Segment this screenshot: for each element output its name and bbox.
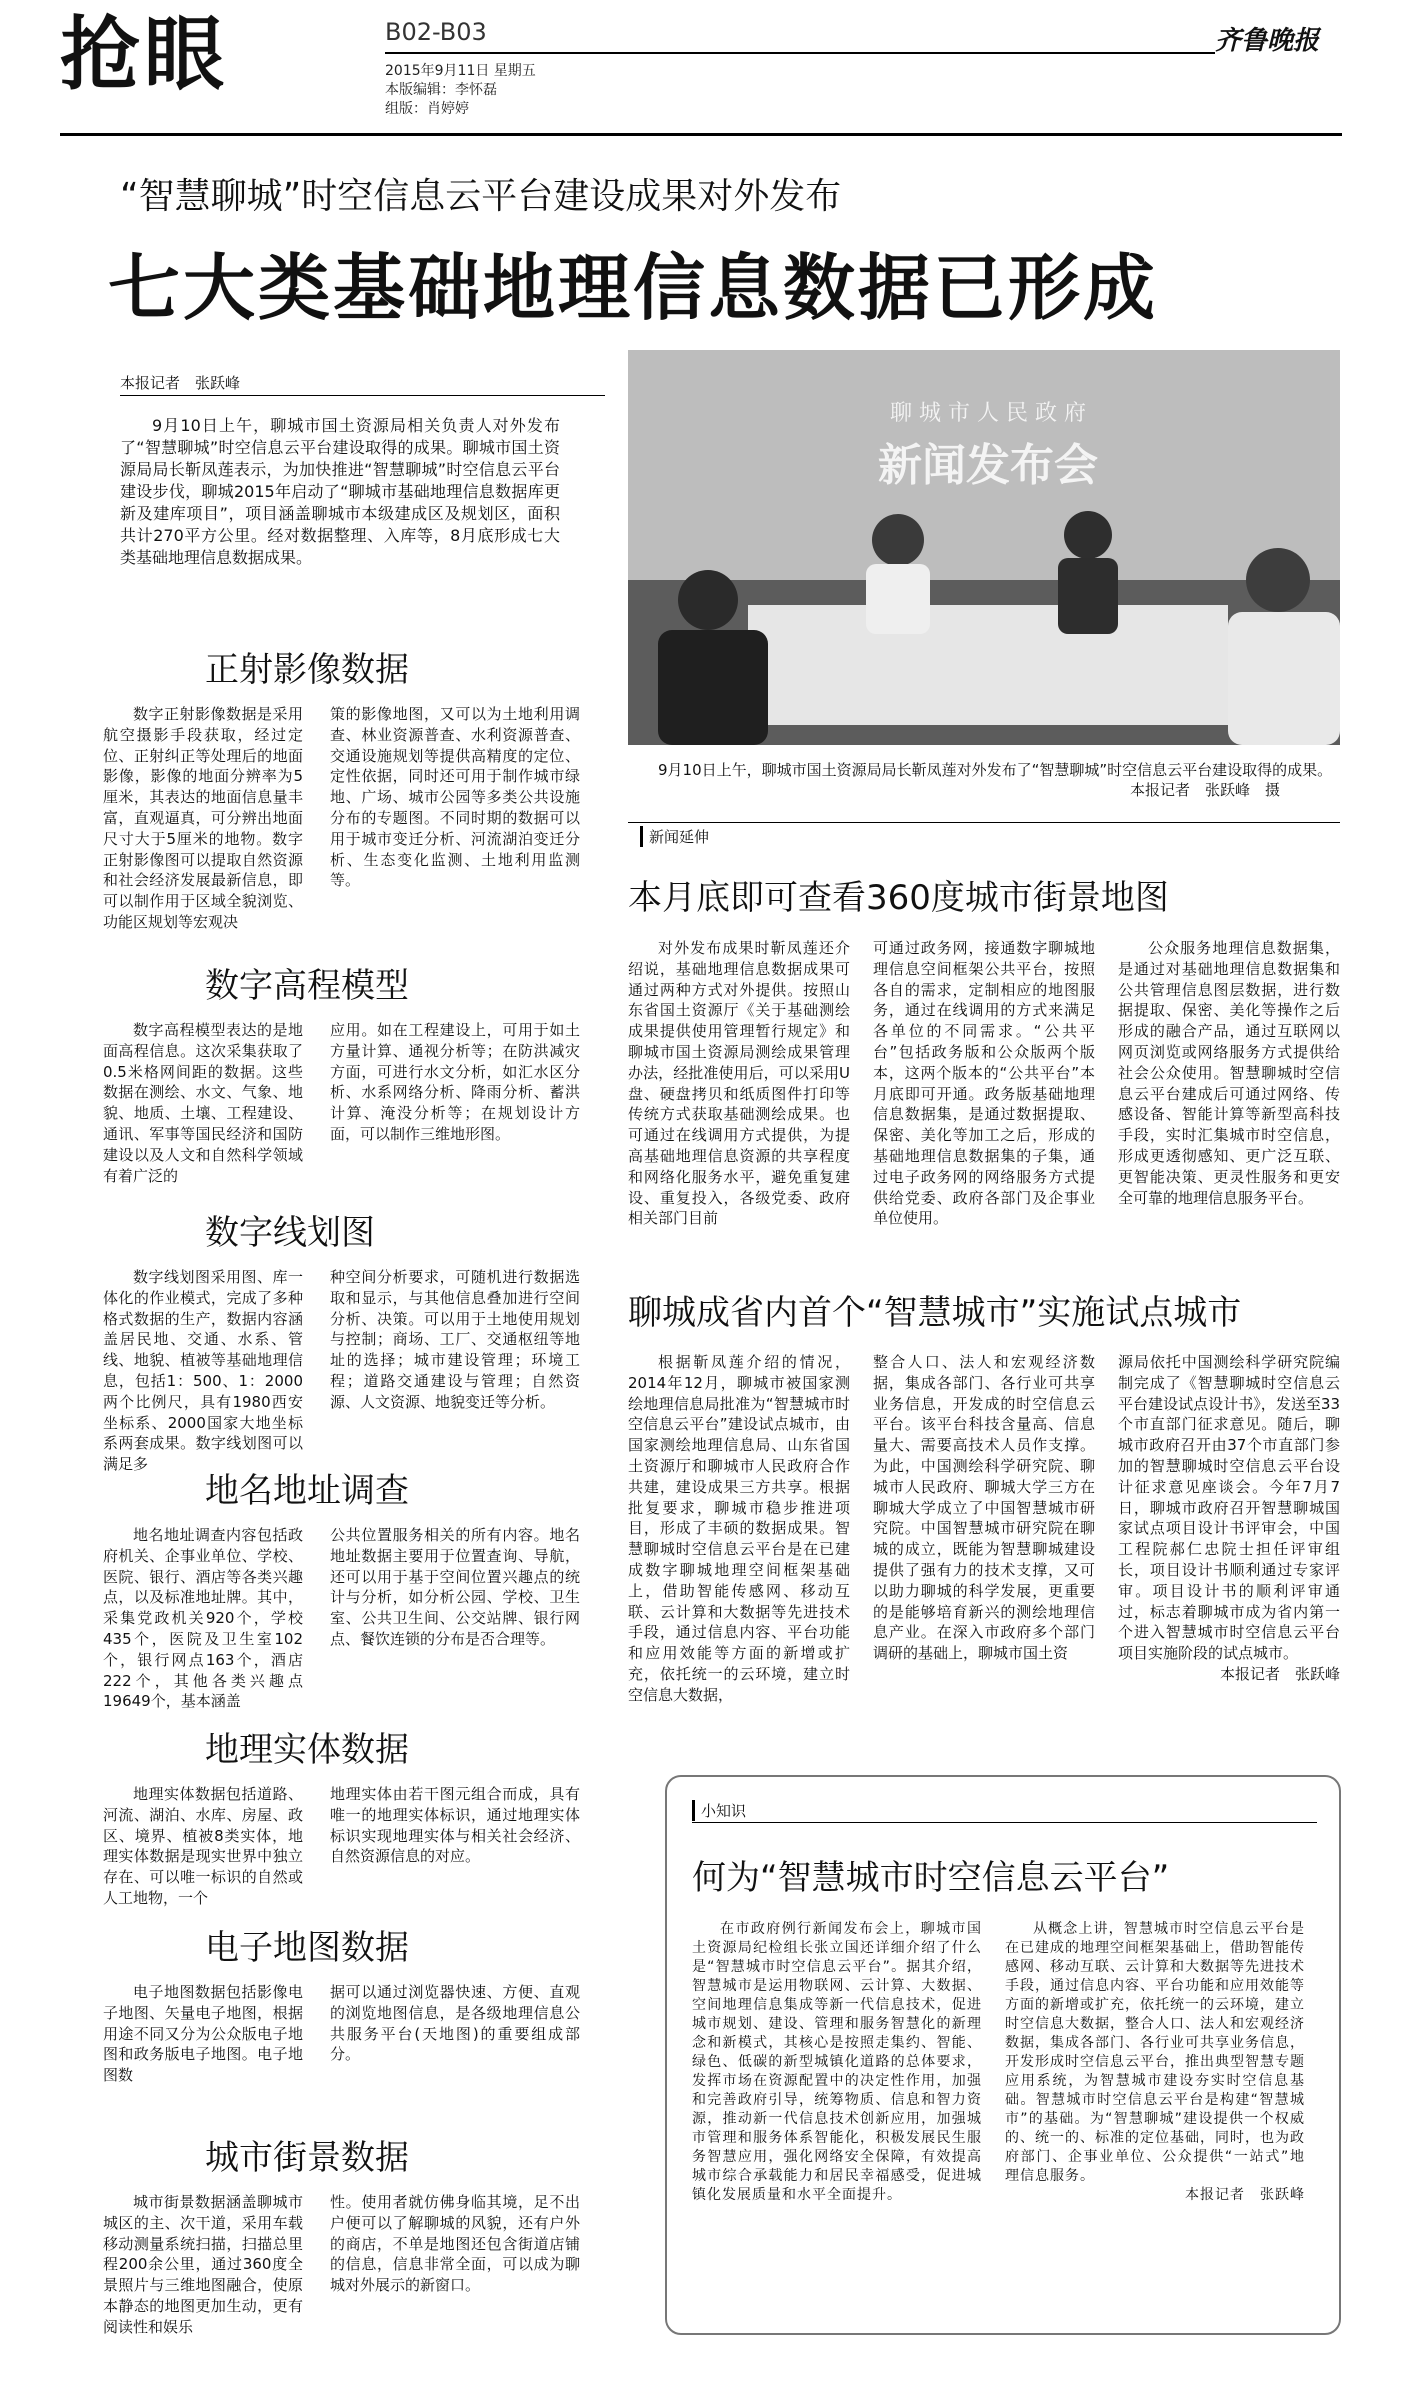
section-col-1: 地理实体数据包括道路、河流、湖泊、水库、房屋、政区、境界、植被8类实体，地理实体数据是现实世界中独立存在、可以唯一标识的自然或人工地物，一个 xyxy=(103,1785,303,1907)
extend-col-3 xyxy=(1118,938,1340,1208)
pilot-col-3 xyxy=(1118,1352,1340,1685)
extend-col-1 xyxy=(628,938,850,1229)
pilot-col-2-text: 整合人口、法人和宏观经济数据，集成各部门、各行业可共享业务信息，开发成的时空信息云平台。该平台科技含量高、信息量大、需要高技术人员作支撑。为此，中国测绘科学研究院、聊城市人民政府、聊城大学三方在聊城大学成立了中国智慧城市研究院。中国智慧城市研究院在聊城的成立，既能为智慧聊城建设提供了强有力的技术支撑，又可以助力聊城的科学发展，更重要的是能够培育新兴的测绘地理信息产业。在深入市政府多个部门调研的基础上，聊城市国土资 xyxy=(873,1353,1095,1663)
section-title: 数字线划图 xyxy=(205,1213,375,1253)
lead-byline: 本报记者 张跃峰 xyxy=(120,374,241,392)
photo-caption xyxy=(628,760,1340,800)
section-col-1: 电子地图数据包括影像电子地图、矢量电子地图，根据用途不同又分为公众版电子地图和政务版电子地图。电子地图数 xyxy=(103,1983,303,2085)
pilot-col-1-text: 根据靳凤莲介绍的情况，2014年12月，聊城市被国家测绘地理信息局批准为“智慧城市时空信息云平台”建设试点城市，由国家测绘地理信息局、山东省国土资源厅和聊城市人民政府合作共建，建设成果三方共享。根据批复要求，聊城市稳步推进项目，形成了丰硕的数据成果。智慧聊城时空信息云平台是在已建成数字聊城地理空间框架基础上，借助智能传感网、移动互联、云计算和大数据等先进技术手段，通过信息内容、平台功能和应用效能等方面的新增或扩充，依托统一的云环境，建立时空信息大数据， xyxy=(628,1353,850,1704)
section-col-2: 据可以通过浏览器快速、方便、直观的浏览地图信息，是各级地理信息公共服务平台(天地图)的重要组成部分。 xyxy=(330,1983,580,2064)
extend-col-3-text: 公众服务地理信息数据集，是通过对基础地理信息数据集和公共管理信息图层数据，进行数据提取、保密、美化等操作之后形成的融合产品，通过互联网以网页浏览或网络服务方式提供给社会公众使用。智慧聊城时空信息云平台建成后可通过网络、传感设备、智能计算等新型高科技手段，实时汇集城市时空信息，形成更透彻感知、更广泛互联、更智能决策、更灵性服务和更安全可靠的地理信息服务平台。 xyxy=(1118,939,1340,1207)
section-col-1: 数字线划图采用图、库一体化的作业模式，完成了多种格式数据的生产，数据内容涵盖居民地、交通、水系、管线、地貌、植被等基础地理信息，包括1：500、1：2000两个比例尺，具有1980西安坐标系、2000国家大地坐标系两套成果。数字线划图可以满足多 xyxy=(103,1268,303,1474)
section-col-2: 地理实体由若干图元组合而成，具有唯一的地理实体标识，通过地理实体标识实现地理实体与相关社会经济、自然资源信息的对应。 xyxy=(330,1785,580,1866)
main-headline: 七大类基础地理信息数据已形成 xyxy=(108,246,1159,330)
knowledge-col-1 xyxy=(692,1920,982,2205)
lead-paragraph: 9月10日上午，聊城市国土资源局相关负责人对外发布了“智慧聊城”时空信息云平台建设取得的成果。聊城市国土资源局局长靳凤莲表示，为加快推进“智慧聊城”时空信息云平台建设步伐，聊城2015年启动了“聊城市基础地理信息数据库更新及建库项目”，项目涵盖聊城市本级建成区及规划区，面积共计270平方公里。经对数据整理、入库等，8月底形成七大类基础地理信息数据成果。 xyxy=(120,416,560,567)
section-title: 数字高程模型 xyxy=(205,966,409,1006)
section-col-1: 数字正射影像数据是采用航空摄影手段获取，经过定位、正射纠正等处理后的地面影像，影像的地面分辨率为5厘米，其表达的地面信息量丰富，直观逼真，可分辨出地面尺寸大于5厘米的地物。数字正射影像图可以提取自然资源和社会经济发展最新信息，即可以制作用于区域全貌浏览、功能区规划等宏观决 xyxy=(103,705,303,931)
banner-line1: 聊 城 市 人 民 政 府 xyxy=(890,401,1086,426)
byline-rule xyxy=(120,395,605,396)
section-col-2: 性。使用者就仿佛身临其境，足不出户便可以了解聊城的风貌，还有户外的商店，不单是地图还包含街道店铺的信息，信息非常全面，可以成为聊城对外展示的新窗口。 xyxy=(330,2193,580,2295)
news-extend-tag: 新闻延伸 xyxy=(640,826,709,847)
section-col-2: 应用。如在工程建设上，可用于如土方量计算、通视分析等；在防洪减灾方面，可进行水文分析，如汇水区分析、水系网络分析、降雨分析、蓄洪计算、淹没分析等；在规划设计方面，可以制作三维地形图。 xyxy=(330,1021,580,1143)
top-rule xyxy=(60,133,1342,136)
knowledge-rule xyxy=(692,1822,1317,1823)
caption-credit: 本报记者 张跃峰 摄 xyxy=(1129,781,1280,799)
editor-line: 本版编辑：李怀磊 xyxy=(385,82,497,98)
page-numbers: B02-B03 xyxy=(385,18,487,46)
section-title: 正射影像数据 xyxy=(205,650,409,690)
banner-line2: 新闻发布会 xyxy=(878,440,1098,491)
extend-col-2-text: 可通过政务网，接通数字聊城地理信息空间框架公共平台，按照各自的需求，定制相应的地图服务，通过在线调用的方式来满足各单位的不同需求。“公共平台”包括政务版和公众版两个版本，这两个版本的“公共平台”本月底即可开通。政务版基础地理信息数据集，是通过数据提取、保密、美化等加工之后，形成的基础地理信息数据集的子集，通过电子政务网的网络服务方式提供给党委、政府各部门及企事业单位使用。 xyxy=(873,939,1095,1228)
press-conference-photo xyxy=(628,350,1340,745)
extend-rule xyxy=(628,822,1340,823)
knowledge-col-2 xyxy=(1005,1920,1305,2205)
caption-text: 9月10日上午，聊城市国土资源局局长靳凤莲对外发布了“智慧聊城”时空信息云平台建设取得的成果。 xyxy=(658,761,1333,779)
pilot-col-1 xyxy=(628,1352,850,1706)
section-masthead: 抢眼 xyxy=(60,7,228,101)
section-title: 电子地图数据 xyxy=(205,1928,409,1968)
knowledge-byline: 本报记者 张跃峰 xyxy=(1185,2187,1305,2203)
section-title: 城市街景数据 xyxy=(205,2138,409,2178)
extend-title: 本月底即可查看360度城市街景地图 xyxy=(628,878,1169,918)
date-line: 2015年9月11日 星期五 xyxy=(385,63,536,79)
layout-line: 组版：肖婷婷 xyxy=(385,101,469,117)
pilot-byline: 本报记者 张跃峰 xyxy=(1219,1664,1340,1683)
section-col-1: 城市街景数据涵盖聊城市城区的主、次干道，采用车载移动测量系统扫描，扫描总里程200余公里，通过360度全景照片与三维地图融合，使原本静态的地图更加生动，更有阅读性和娱乐 xyxy=(103,2193,303,2336)
knowledge-col-2-text: 从概念上讲，智慧城市时空信息云平台是在已建成的地理空间框架基础上，借助智能传感网、移动互联、云计算和大数据等先进技术手段，通过信息内容、平台功能和应用效能等方面的新增或扩充，依托统一的云环境，建立时空信息大数据，整合人口、法人和宏观经济数据，集成各部门、各行业可共享业务信息，开发形成时空信息云平台，推出典型智慧专题应用系统，为智慧城市建设夯实时空信息基础。智慧城市时空信息云平台是构建“智慧城市”的基础。为“智慧聊城”建设提供一个权威的、统一的、标准的定位基础，同时，也为政府部门、企事业单位、公众提供“一站式”地理信息服务。 xyxy=(1005,1921,1305,2184)
section-title: 地名地址调查 xyxy=(205,1471,409,1511)
section-col-1: 数字高程模型表达的是地面高程信息。这次采集获取了0.5米格网间距的数据。这些数据在测绘、水文、气象、地貌、地质、土壤、工程建设、通讯、军事等国民经济和国防建设以及人文和自然科学领域有着广泛的 xyxy=(103,1021,303,1185)
section-col-2: 策的影像地图，又可以为土地利用调查、林业资源普查、水利资源普查、交通设施规划等提供高精度的定位、定性依据，同时还可用于制作城市绿地、广场、城市公园等多类公共设施分布的专题图。不同时期的数据可以用于城市变迁分析、河流湖泊变迁分析、生态变化监测、土地利用监测等。 xyxy=(330,705,580,890)
extend-col-1-text: 对外发布成果时靳凤莲还介绍说，基础地理信息数据成果可通过两种方式对外提供。按照山东省国土资源厅《关于基础测绘成果提供使用管理暂行规定》和聊城市国土资源局测绘成果管理办法，经批准使用后，可以采用U盘、硬盘拷贝和纸质图件打印等传统方式获取基础测绘成果。也可通过在线调用方式提供，为提高基础地理信息资源的共享程度和网络化服务水平，避免重复建设、重复投入，各级党委、政府相关部门目前 xyxy=(628,939,850,1228)
extend-col-2 xyxy=(873,938,1095,1229)
lead-body xyxy=(120,415,560,569)
section-col-1: 地名地址调查内容包括政府机关、企事业单位、学校、医院、银行、酒店等各类兴趣点，以及标准地址牌。其中，采集党政机关920个，学校435个，医院及卫生室102个，银行网点163个，酒店222个，其他各类兴趣点19649个，基本涵盖 xyxy=(103,1526,303,1711)
pilot-title: 聊城成省内首个“智慧城市”实施试点城市 xyxy=(628,1293,1242,1333)
section-col-2: 种空间分析要求，可随机进行数据选取和显示，与其他信息叠加进行空间分析、决策。可以用于土地使用规划与控制；商场、工厂、交通枢纽等地址的选择；城市建设管理；环境工程；道路交通建设与管理；自然资源、人文资源、地貌变迁等分析。 xyxy=(330,1268,580,1411)
knowledge-tag: 小知识 xyxy=(692,1800,746,1821)
knowledge-title: 何为“智慧城市时空信息云平台” xyxy=(692,1858,1170,1898)
newspaper-name: 齐鲁晚报 xyxy=(1215,26,1320,56)
pilot-col-2 xyxy=(873,1352,1095,1664)
section-col-2: 公共位置服务相关的所有内容。地名地址数据主要用于位置查询、导航，还可以用于基于空间位置兴趣点的统计与分析，如分析公园、学校、卫生室、公共卫生间、公交站牌、银行网点、餐饮连锁的分布是否合理等。 xyxy=(330,1526,580,1648)
headline-kicker: “智慧聊城”时空信息云平台建设成果对外发布 xyxy=(120,176,842,217)
photo-illustration xyxy=(628,350,1340,745)
knowledge-col-1-text: 在市政府例行新闻发布会上，聊城市国土资源局纪检组长张立国还详细介绍了什么是“智慧城市时空信息云平台”。据其介绍，智慧城市是运用物联网、云计算、大数据、空间地理信息集成等新一代信息技术，促进城市规划、建设、管理和服务智慧化的新理念和新模式，其核心是按照走集约、智能、绿色、低碳的新型城镇化道路的总体要求，发挥市场在资源配置中的决定性作用，加强和完善政府引导，统筹物质、信息和智力资源，推动新一代信息技术创新应用，加强城市管理和服务体系智能化，积极发展民生服务智慧应用，强化网络安全保障，有效提高城市综合承载能力和居民幸福感受，促进城镇化发展质量和水平全面提升。 xyxy=(692,1921,982,2203)
pilot-col-3-text: 源局依托中国测绘科学研究院编制完成了《智慧聊城时空信息云平台建设试点设计书》，发送至33个市直部门征求意见。随后，聊城市政府召开由37个市直部门参加的智慧聊城时空信息云平台设计征求意见座谈会。今年7月7日，聊城市政府召开智慧聊城国家试点项目设计书评审会，中国工程院郝仁忠院士担任评审组长，项目设计书顺利通过专家评审。项目设计书的顺利评审通过，标志着聊城市成为省内第一个进入智慧城市时空信息云平台项目实施阶段的试点城市。 xyxy=(1118,1353,1340,1663)
section-title: 地理实体数据 xyxy=(205,1730,409,1770)
masthead-divider xyxy=(385,52,1215,54)
